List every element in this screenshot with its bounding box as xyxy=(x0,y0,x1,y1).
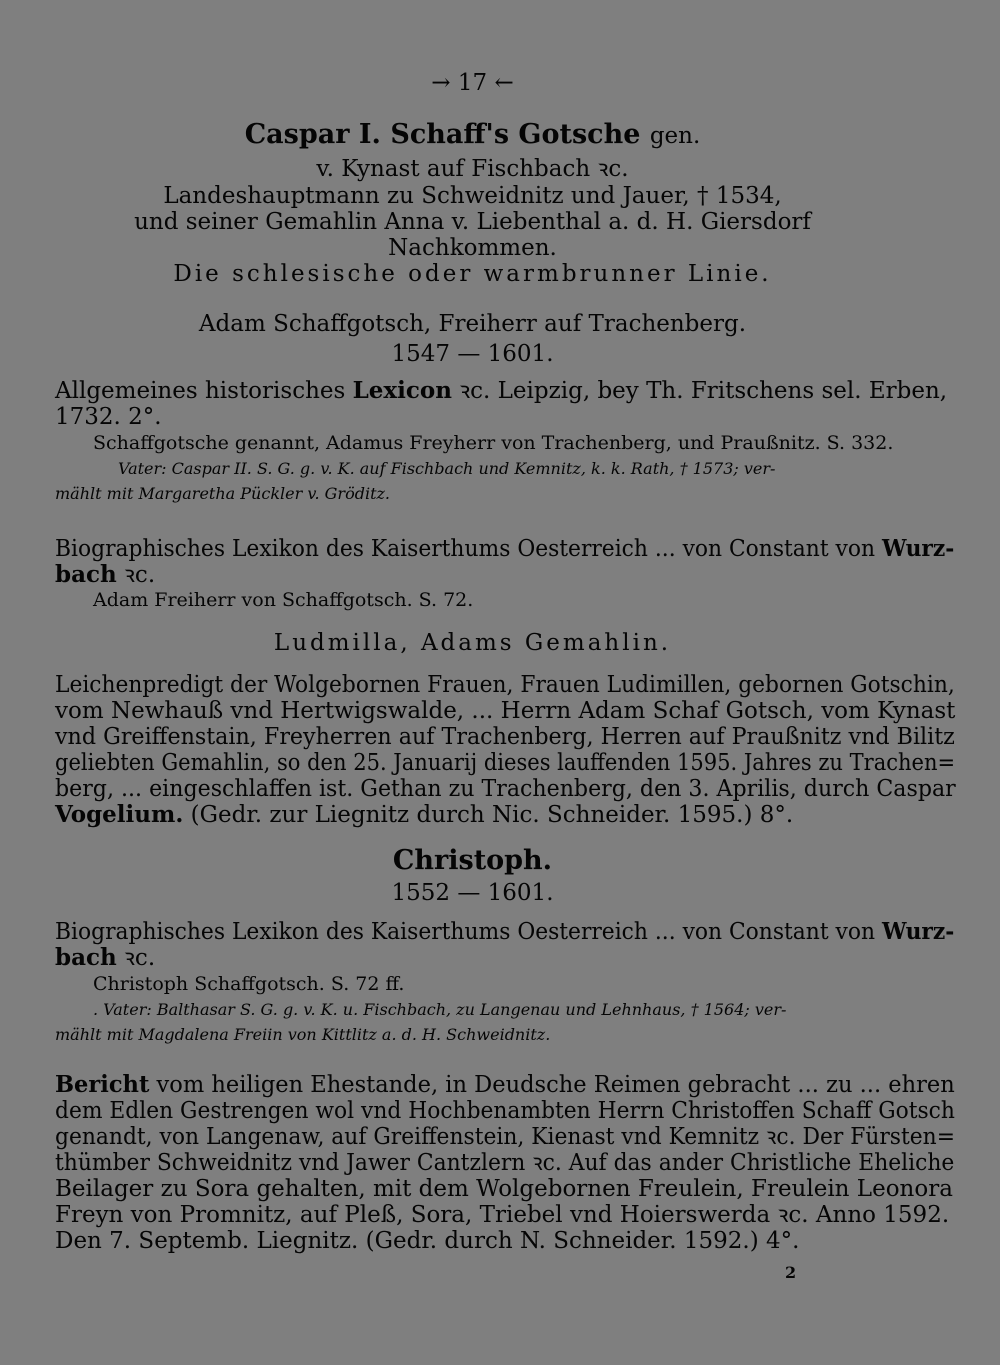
page-number: → 17 ← xyxy=(431,70,514,96)
reference-sub: Adam Freiherr von Schaffgotsch. S. 72. xyxy=(93,589,474,611)
text-line: berg, ... eingeschlaffen ist. Gethan zu Trachenberg, den 3. Aprilis, durch Caspar xyxy=(55,776,956,802)
person-heading-christoph: Christoph. xyxy=(392,845,553,876)
subtitle-line: v. Kynast auf Fischbach ꝛc. xyxy=(316,156,629,182)
imprint: (Gedr. zur Liegnitz durch Nic. Schneider. 1595.) 8°. xyxy=(190,802,794,828)
title-part: I. xyxy=(358,119,381,150)
subtitle-line: und seiner Gemahlin Anna v. Liebenthal a. d. H. Giersdorf xyxy=(134,209,811,235)
signature-mark: 2 xyxy=(785,1263,797,1282)
text-line: geliebten Gemahlin, so den 25. Januarij dieses lauffenden 1595. Jahres zu Trachen= xyxy=(55,750,956,776)
text-line: Beilager zu Sora gehalten, mit dem Wolgebornen Freulein, Freulein Leonora xyxy=(55,1176,953,1202)
text-line: thümber Schweidnitz vnd Jawer Cantzlern ꝛc. Auf das ander Christliche Eheliche xyxy=(55,1150,955,1176)
reference-entry xyxy=(55,945,890,971)
reference-sub: Christoph Schaffgotsch. S. 72 ff. xyxy=(93,973,405,995)
ref-emphasis: Lexicon xyxy=(352,377,452,404)
person-heading-adam: Adam Schaffgotsch, Freiherr auf Trachenberg. xyxy=(198,311,747,337)
subtitle-line: Landeshauptmann zu Schweidnitz und Jauer, † 1534, xyxy=(163,183,782,209)
ref-text: Biographisches Lexikon des Kaiserthums Oesterreich ... von Constant von xyxy=(55,919,876,945)
reference-note: Vater: Caspar II. S. G. g. v. K. auf Fischbach und Kemnitz, k. k. Rath, † 1573; ver- xyxy=(118,459,776,478)
reference-entry xyxy=(55,918,955,945)
ref-text: Allgemeines historisches xyxy=(55,378,346,404)
ref-emphasis: bach xyxy=(55,944,117,971)
text-line: vom Newhauß vnd Hertwigswalde, ... Herrn Adam Schaf Gotsch, vom Kynast xyxy=(55,698,956,724)
author-name: Vogelium. xyxy=(55,801,184,828)
person-heading-ludmilla: Ludmilla, Adams Gemahlin. xyxy=(273,630,672,656)
reference-note: mählt mit Magdalena Freiin von Kittlitz a. d. H. Schweidnitz. xyxy=(55,1025,551,1044)
subtitle-line: Die schlesische oder warmbrunner Linie. xyxy=(173,261,772,287)
ref-emphasis: Wurz- xyxy=(881,535,955,562)
text-line: vnd Greiffenstain, Freyherren auf Trachenberg, Herren auf Praußnitz vnd Bilitz xyxy=(55,724,955,750)
text-line xyxy=(55,1071,955,1098)
reference-entry: 1732. 2°. xyxy=(55,404,162,430)
ref-text: ꝛc. xyxy=(124,945,156,971)
reference-sub: Schaffgotsche genannt, Adamus Freyherr von Trachenberg, und Praußnitz. S. 332. xyxy=(93,432,894,454)
title-part: Caspar xyxy=(244,119,350,150)
reference-entry xyxy=(55,535,955,562)
section-title-caspar xyxy=(55,119,890,150)
title-word: Bericht xyxy=(55,1071,150,1098)
text-line xyxy=(55,802,890,828)
ref-text: Biographisches Lexikon des Kaiserthums Oesterreich ... von Constant von xyxy=(55,536,876,562)
ref-emphasis: Wurz- xyxy=(881,918,955,945)
text-line: Den 7. Septemb. Liegnitz. (Gedr. durch N. Schneider. 1592.) 4°. xyxy=(55,1228,800,1254)
text-line: Leichenpredigt der Wolgebornen Frauen, Frauen Ludimillen, gebornen Gotschin, xyxy=(55,672,955,698)
text-line: genandt, von Langenaw, auf Greiffenstein, Kienast vnd Kemnitz ꝛc. Der Fürsten= xyxy=(55,1124,955,1150)
subtitle-line: Nachkommen. xyxy=(388,235,557,261)
text-line: dem Edlen Gestrengen wol vnd Hochbenambten Herrn Christoffen Schaff Gotsch xyxy=(55,1098,955,1124)
reference-entry xyxy=(55,562,890,588)
title-part: gen. xyxy=(649,123,701,149)
ref-emphasis: bach xyxy=(55,561,117,588)
reference-note: mählt mit Margaretha Pückler v. Gröditz. xyxy=(55,484,391,503)
title-part: Schaff's Gotsche xyxy=(390,119,641,150)
person-years: 1552 — 1601. xyxy=(391,880,554,906)
reference-entry xyxy=(55,377,948,404)
ref-text: ꝛc. Leipzig, bey Th. Fritschens sel. Erben, xyxy=(459,378,948,404)
ref-text: ꝛc. xyxy=(124,562,156,588)
text-line: Freyn von Promnitz, auf Pleß, Sora, Triebel vnd Hoierswerda ꝛc. Anno 1592. xyxy=(55,1202,950,1228)
person-years: 1547 — 1601. xyxy=(391,341,554,367)
reference-note: . Vater: Balthasar S. G. g. v. K. u. Fischbach, zu Langenau und Lehnhaus, † 1564; ver- xyxy=(93,1000,787,1019)
text: vom heiligen Ehestande, in Deudsche Reimen gebracht ... zu ... ehren xyxy=(156,1072,955,1098)
